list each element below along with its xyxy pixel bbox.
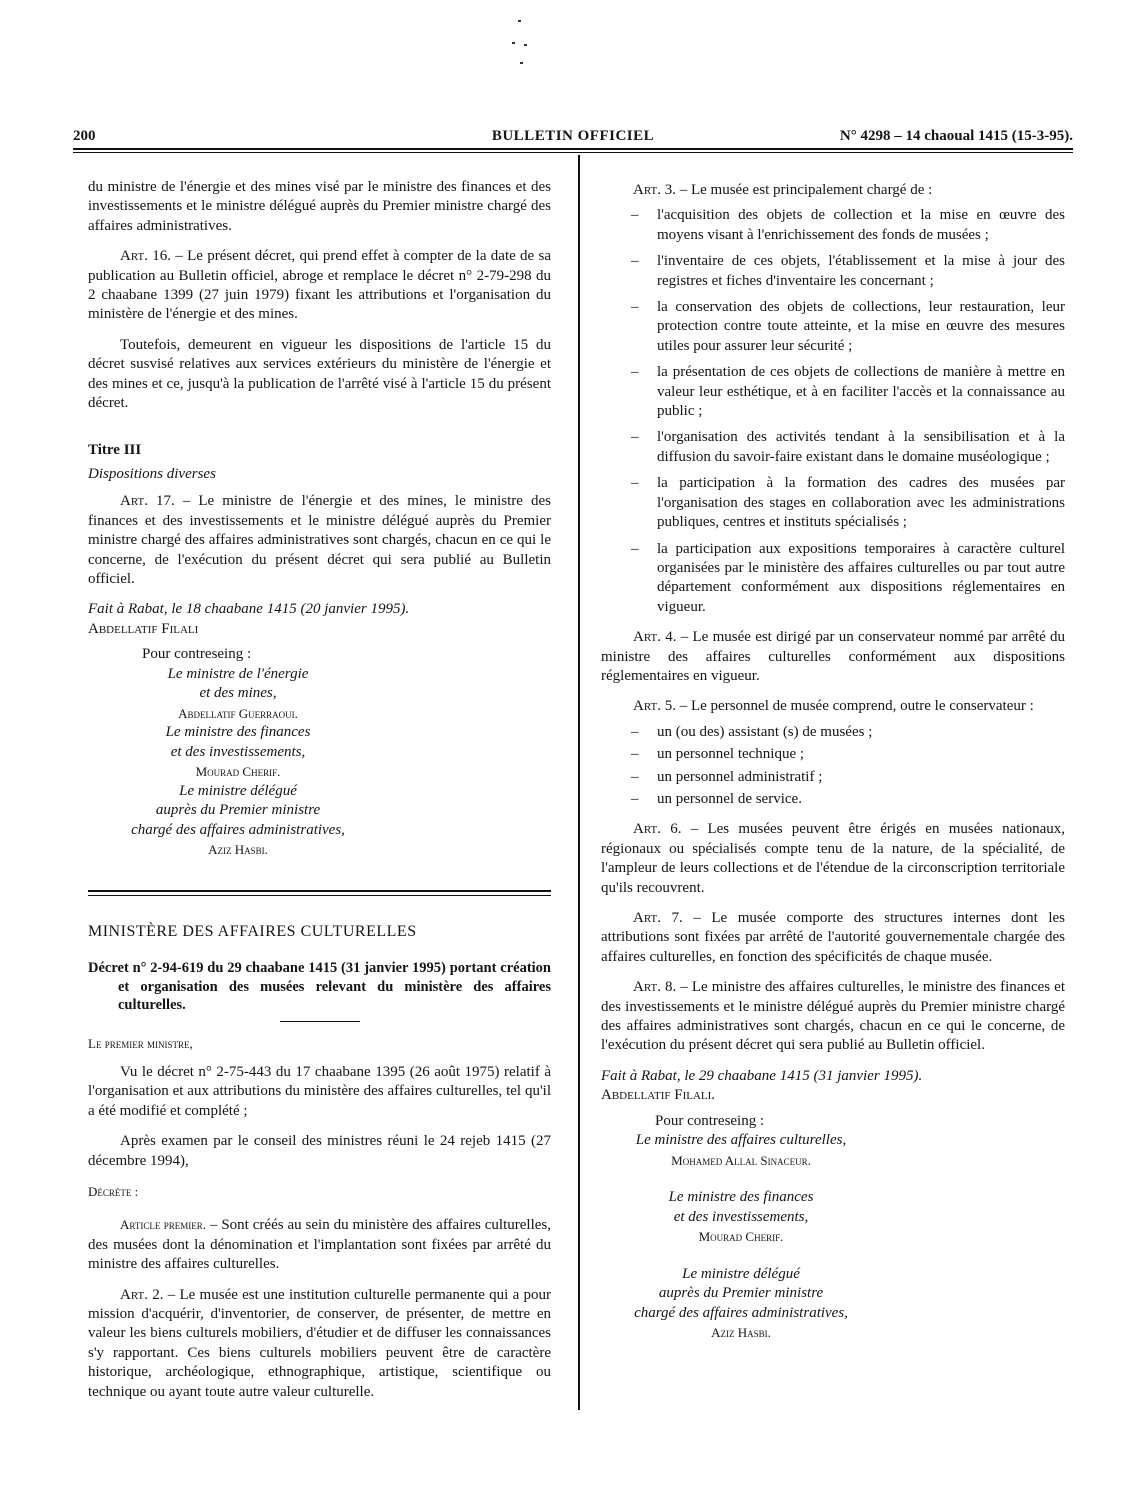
article-17 — [88, 492, 551, 589]
countersign-label: Pour contreseing : — [142, 646, 252, 663]
signatory-name: Mohamed Allal Sinaceur. — [671, 1152, 811, 1168]
signatory-title: Le ministre délégué — [682, 1265, 800, 1282]
article-label: Art. 4. — [633, 629, 677, 646]
article-text: – Le musée est une institution culturelle permanente qui a pour mission d'acquérir, d'inventorier, de conserver, de présenter, de mettre en valeur les biens culturels mobiliers, d'étudier et de diffuser les connaissances s'y rapportant. Ces biens culturels mobiliers peuvent être de caractère historique, archéologique, ethnographique, artistique, scientifique ou technique ou ayant toute autre valeur culturelle. — [88, 1286, 551, 1400]
list-item: – un personnel technique ; — [601, 745, 1065, 764]
list-item: – l'acquisition des objets de collection et la mise en œuvre des moyens visant à l'enrichissement des fonds de musées ; — [601, 206, 1065, 245]
article-8 — [601, 978, 1065, 1056]
paragraph: Vu le décret n° 2-75-443 du 17 chaabane 1395 (26 août 1975) relatif à l'organisation et aux attributions du ministère des affaires culturelles, tel qu'il a été modifié et complété ; — [88, 1063, 551, 1119]
list-item: – l'organisation des activités tendant à la sensibilisation et à la diffusion du savoir-faire existant dans le domaine muséologique ; — [601, 428, 1065, 467]
signer-name: Abdellatif Filali. — [601, 1087, 716, 1104]
article-7 — [601, 909, 1065, 967]
signatory-title: auprès du Premier ministre — [658, 1285, 824, 1302]
article-5 — [601, 697, 1065, 716]
header-rule-thin — [73, 152, 1073, 153]
article-text: – Le présent décret, qui prend effet à compter de la date de sa publication au Bulletin officiel, abroge et remplace le décret n° 2-79-298 du 2 chaabane 1399 (27 juin 1979) fixant les attributions et l'organisation du ministère de l'énergie et des mines. — [88, 248, 551, 323]
short-divider — [280, 1021, 360, 1022]
section-divider — [88, 890, 551, 896]
header-rule — [73, 148, 1073, 150]
article-text: – Le musée comporte des structures internes dont les attributions sont fixées par arrêté de l'autorité gouvernementale chargée des affaires culturelles, en fonction des spécificités de chaque musée. — [601, 910, 1065, 965]
signatory-title: et des investissements, — [673, 1208, 809, 1225]
page-number: 200 — [73, 128, 96, 144]
signatory-title: Le ministre des finances — [165, 724, 311, 741]
article-16 — [88, 247, 551, 325]
article-4 — [601, 628, 1065, 686]
decree-title: Décret n° 2-94-619 du 29 chaabane 1415 (31 janvier 1995) portant création et organisation des musées relevant du ministère des affaires culturelles. — [88, 960, 551, 1014]
paragraph: Après examen par le conseil des ministres réuni le 24 rejeb 1415 (27 décembre 1994), — [88, 1133, 551, 1169]
article-text: – Le personnel de musée comprend, outre le conservateur : — [675, 698, 1034, 715]
signatory-title: auprès du Premier ministre — [155, 802, 321, 819]
decrete-heading: Décrète : — [88, 1183, 139, 1199]
signatory-name: Aziz Hasbi. — [208, 842, 268, 858]
signatory-name: Mourad Cherif. — [698, 1229, 784, 1245]
signatory-title: Le ministre de l'énergie — [167, 665, 309, 682]
signer-name: Abdellatif Filali — [88, 620, 199, 637]
signatory-title: et des investissements, — [170, 743, 306, 760]
article-3-list — [601, 206, 1065, 617]
signatory-title: et des mines, — [199, 685, 277, 702]
article-text: – Sont créés au sein du ministère des affaires culturelles, des musées dont la dénomination et l'implantation sont fixées par arrêté du ministre des affaires culturelles. — [88, 1217, 551, 1273]
countersignatures — [601, 1112, 881, 1343]
countersign-label: Pour contreseing : — [655, 1112, 765, 1129]
list-item: – l'inventaire de ces objets, l'établissement et la mise à jour des registres et fiches d'inventaire les concernant ; — [601, 252, 1065, 291]
article-label: Art. 7. — [633, 910, 683, 926]
countersignatures — [118, 645, 358, 860]
signing-place-date: Fait à Rabat, le 29 chaabane 1415 (31 janvier 1995). — [601, 1067, 923, 1084]
article-2 — [88, 1286, 551, 1402]
list-item: – la participation aux expositions temporaires à caractère culturel organisées par le ministère des affaires culturelles ou par tout autre département conformément aux dispositions réglementaires en vigueur. — [601, 540, 1065, 618]
signatory-title: Le ministre des affaires culturelles, — [635, 1132, 847, 1149]
left-column — [88, 178, 551, 1413]
article-6 — [601, 820, 1065, 898]
signatory-name: Mourad Cherif. — [195, 764, 281, 780]
article-label: Art. 17. — [120, 493, 175, 510]
article-label: Art. 6. — [633, 821, 682, 838]
list-item: – un personnel de service. — [601, 790, 1065, 809]
article-text: – Le musée est principalement chargé de : — [675, 182, 933, 198]
signatory-name: Abdellatif Guerraoui. — [178, 705, 298, 721]
article-label: Article premier. — [120, 1217, 207, 1233]
article-label: Art. 16. — [120, 248, 172, 265]
article-text: – Le ministre de l'énergie et des mines, le ministre des finances et des investissements et le ministre délégué auprès du Premier ministre chargé des affaires administratives sont chargés, chacun en ce qui le concerne, de l'exécution du présent décret qui sera publié au Bulletin officiel. — [88, 493, 551, 587]
article-5-list — [601, 723, 1065, 810]
publication-title: BULLETIN OFFICIEL — [491, 128, 655, 144]
premier-ministre: Le premier ministre, — [88, 1035, 193, 1051]
list-item: – la conservation des objets de collections, leur restauration, leur protection contre toute atteinte, et la mise en œuvre des mesures utiles pour assurer leur sécurité ; — [601, 298, 1065, 356]
list-item: – la participation à la formation des cadres des musées par l'organisation des stages en collaboration avec les administrations publiques, centres et instituts spécialisés ; — [601, 474, 1065, 532]
paragraph: du ministre de l'énergie et des mines visé par le ministre des finances et des investissements et le ministre délégué auprès du Premier ministre chargé des affaires administratives. — [88, 179, 551, 234]
article-label: Art. 5. — [633, 698, 676, 715]
signatory-title: chargé des affaires administratives, — [131, 821, 345, 838]
signing-place-date: Fait à Rabat, le 18 chaabane 1415 (20 janvier 1995). — [88, 601, 410, 618]
column-divider — [578, 155, 580, 1410]
article-1 — [88, 1215, 551, 1274]
list-item: – un (ou des) assistant (s) de musées ; — [601, 723, 1065, 742]
signatory-title: Le ministre des finances — [668, 1189, 814, 1206]
section-subtitle: Dispositions diverses — [88, 465, 216, 482]
section-title: Titre III — [88, 442, 142, 459]
signatory-title: chargé des affaires administratives, — [634, 1304, 848, 1321]
list-item: – un personnel administratif ; — [601, 768, 1065, 787]
article-3 — [601, 181, 1065, 200]
article-text: – Les musées peuvent être érigés en musées nationaux, régionaux ou spécialisés compte tenu de la nature, de la spécialité, de l'ampleur de leurs collections et de l'étendue de la circonscription territoriale qu'ils recouvrent. — [601, 821, 1065, 896]
article-text: – Le ministre des affaires culturelles, le ministre des finances et des investissements et le ministre délégué auprès du Premier ministre chargé des affaires administratives sont chargés, chacun en ce qui le concerne, de l'exécution du présent décret qui sera publié au Bulletin officiel. — [601, 979, 1065, 1054]
signatory-name: Aziz Hasbi. — [711, 1325, 771, 1341]
article-label: Art. 2. — [120, 1286, 164, 1303]
list-item: – la présentation de ces objets de collections de manière à mettre en valeur leur esthétique, et à en faciliter l'accès et la connaissance au public ; — [601, 363, 1065, 421]
paragraph: Toutefois, demeurent en vigueur les dispositions de l'article 15 du décret susvisé relatives aux services extérieurs du ministère de l'énergie et des mines et ce, jusqu'à la publication de l'arrêté visé à l'article 15 du présent décret. — [88, 336, 551, 412]
signatory-title: Le ministre délégué — [179, 782, 297, 799]
issue-number: N° 4298 – 14 chaoual 1415 (15-3-95). — [839, 128, 1073, 144]
ministry-heading: MINISTÈRE DES AFFAIRES CULTURELLES — [88, 922, 417, 940]
article-label: Art. 3. — [633, 182, 676, 198]
scan-marks — [510, 18, 540, 68]
article-text: – Le musée est dirigé par un conservateur nommé par arrêté du ministre des affaires culturelles conformément aux dispositions réglementaires en vigueur. — [601, 629, 1065, 684]
article-label: Art. 8. — [633, 979, 677, 996]
right-column — [601, 181, 1065, 1343]
page-header — [73, 128, 1073, 150]
